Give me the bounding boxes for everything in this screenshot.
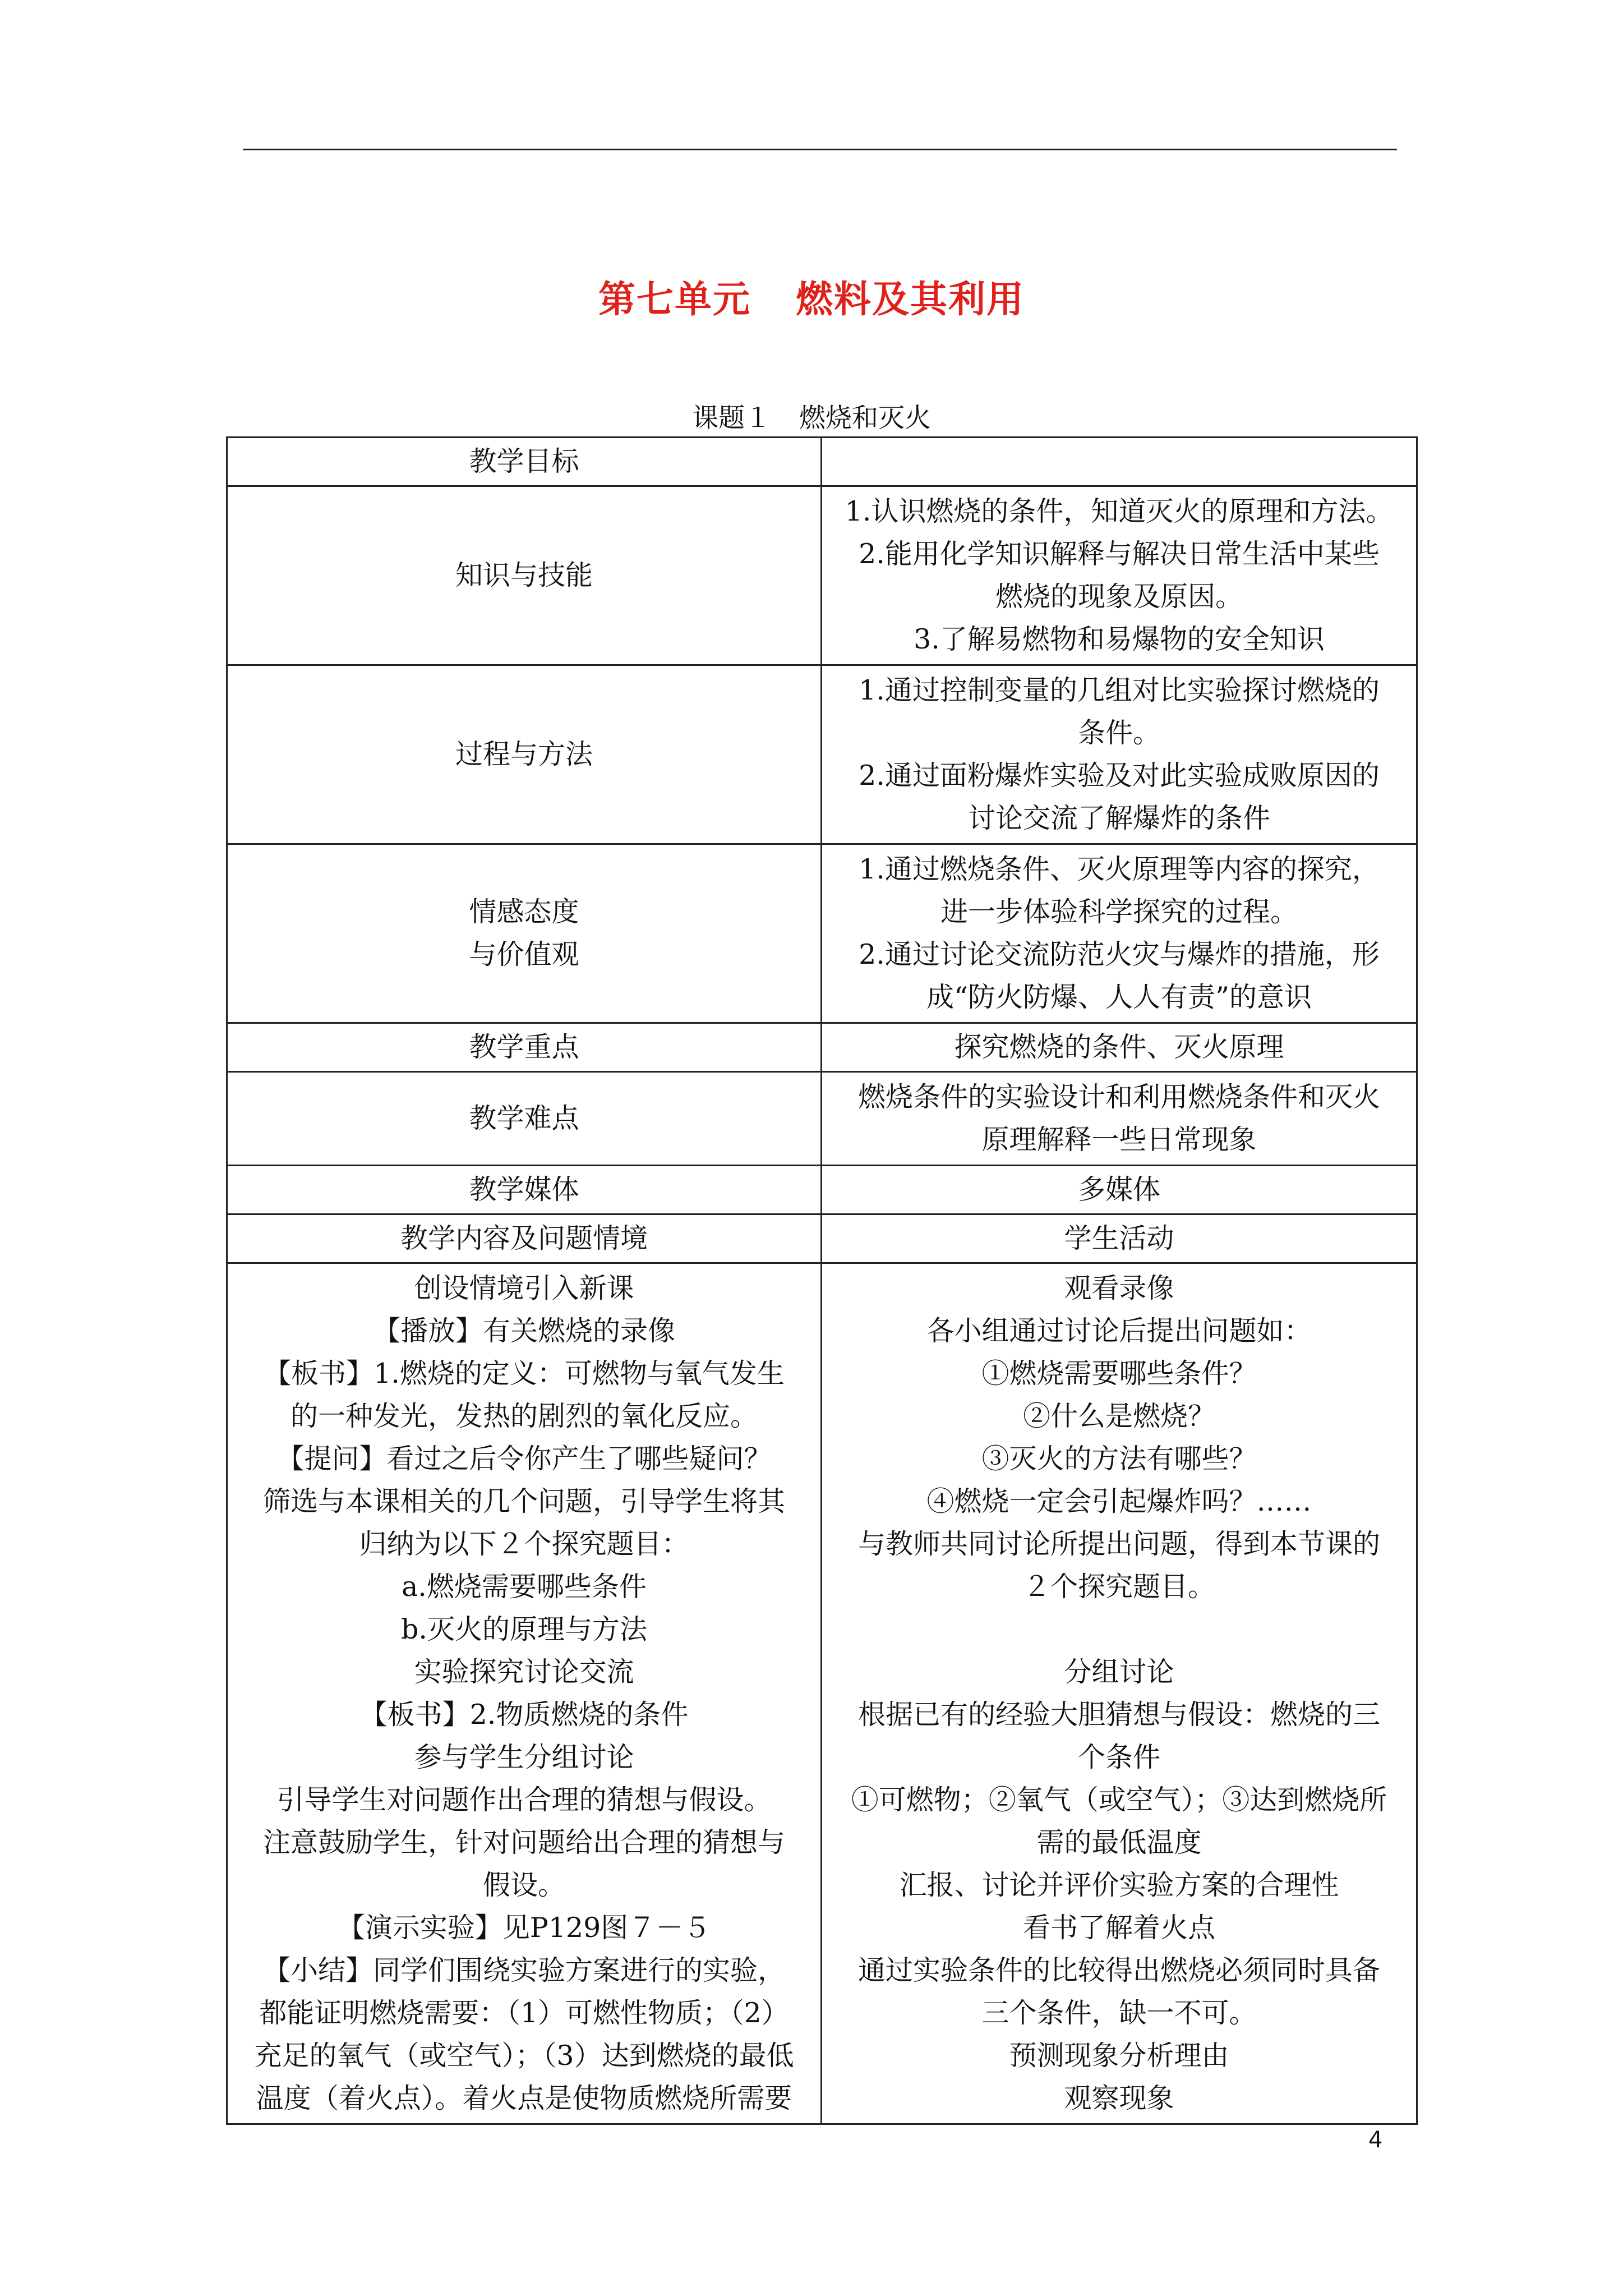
table-row bbox=[227, 1023, 1417, 1072]
text-line: 筛选与本课相关的几个问题，引导学生将其 bbox=[262, 1485, 785, 1517]
text-line: ２个探究题目。 bbox=[1022, 1571, 1215, 1603]
teacher-content bbox=[227, 1263, 822, 2124]
text-line: 2.通过讨论交流防范火灾与爆炸的措施，形 bbox=[859, 938, 1380, 970]
text-line: 的一种发光，发热的剧烈的氧化反应。 bbox=[290, 1400, 758, 1432]
text-line: 实验探究讨论交流 bbox=[414, 1656, 634, 1688]
process-content bbox=[822, 665, 1417, 844]
text-line: 3.了解易燃物和易爆物的安全知识 bbox=[914, 623, 1325, 655]
text-line: 充足的氧气（或空气）；（3）达到燃烧的最低 bbox=[254, 2040, 794, 2072]
text-line: 汇报、讨论并评价实验方案的合理性 bbox=[899, 1869, 1339, 1901]
text-line: 【小结】同学们围绕实验方案进行的实验， bbox=[262, 1954, 785, 1986]
table-row bbox=[227, 1166, 1417, 1214]
unit-title-text: 燃料及其利用 bbox=[796, 278, 1025, 321]
emotion-label bbox=[227, 844, 822, 1023]
student-activities bbox=[822, 1263, 1417, 2124]
text-line: 根据已有的经验大胆猜想与假设：燃烧的三 bbox=[857, 1699, 1380, 1731]
difficulty-label: 教学难点 bbox=[227, 1072, 822, 1166]
media-value: 多媒体 bbox=[822, 1166, 1417, 1214]
text-line: 与教师共同讨论所提出问题，得到本节课的 bbox=[857, 1528, 1380, 1560]
text-line: 参与学生分组讨论 bbox=[414, 1741, 634, 1773]
text-line: 都能证明燃烧需要：（1）可燃性物质；（2） bbox=[259, 1997, 789, 2029]
table-row bbox=[227, 486, 1417, 665]
text-line: 进一步体验科学探究的过程。 bbox=[940, 896, 1298, 928]
text-line: ④燃烧一定会引起爆炸吗？…… bbox=[926, 1485, 1312, 1517]
lesson-plan-table bbox=[226, 436, 1418, 2125]
header-rule bbox=[243, 149, 1397, 150]
text-line: 需的最低温度 bbox=[1036, 1826, 1202, 1858]
text-line: 【演示实验】见P129图７－５ bbox=[337, 1912, 711, 1944]
text-line: ①可燃物；②氧气（或空气）；③达到燃烧所 bbox=[851, 1784, 1387, 1816]
unit-title-number: 第七单元 bbox=[598, 278, 751, 321]
text-line: 【板书】2.物质燃烧的条件 bbox=[359, 1699, 689, 1731]
key-point-value: 探究燃烧的条件、灭火原理 bbox=[822, 1023, 1417, 1072]
text-line: 1.通过燃烧条件、灭火原理等内容的探究， bbox=[859, 853, 1380, 885]
media-label: 教学媒体 bbox=[227, 1166, 822, 1214]
text-line: 2.通过面粉爆炸实验及对此实验成败原因的 bbox=[859, 760, 1380, 792]
unit-title bbox=[0, 269, 1623, 323]
process-label: 过程与方法 bbox=[227, 665, 822, 844]
text-line: 观看录像 bbox=[1064, 1272, 1174, 1304]
text-line: 【板书】1.燃烧的定义：可燃物与氧气发生 bbox=[264, 1358, 785, 1389]
text-line: 成“防火防爆、人人有责”的意识 bbox=[926, 981, 1312, 1013]
lesson-subtitle bbox=[0, 397, 1623, 435]
text-line: 三个条件，缺一不可。 bbox=[981, 1997, 1257, 2029]
text-line: 燃烧条件的实验设计和利用燃烧条件和灭火 bbox=[857, 1081, 1380, 1113]
text-line: 假设。 bbox=[482, 1869, 565, 1901]
text-line: 各小组通过讨论后提出问题如： bbox=[926, 1315, 1312, 1347]
text-line: 创设情境引入新课 bbox=[414, 1272, 634, 1304]
text-line bbox=[832, 1608, 1406, 1651]
text-line: 与价值观 bbox=[469, 938, 579, 970]
page-number: 4 bbox=[1368, 2127, 1383, 2153]
text-line: 注意鼓励学生，针对问题给出合理的猜想与 bbox=[262, 1826, 785, 1858]
table-row bbox=[227, 438, 1417, 486]
text-line: 2.能用化学知识解释与解决日常生活中某些 bbox=[859, 538, 1380, 570]
text-line: 通过实验条件的比较得出燃烧必须同时具备 bbox=[857, 1954, 1380, 1986]
text-line: ③灭火的方法有哪些？ bbox=[981, 1443, 1257, 1475]
text-line: b.灭火的原理与方法 bbox=[401, 1613, 647, 1645]
text-line: ②什么是燃烧？ bbox=[1022, 1400, 1215, 1432]
key-point-label: 教学重点 bbox=[227, 1023, 822, 1072]
difficulty-content bbox=[822, 1072, 1417, 1166]
emotion-content bbox=[822, 844, 1417, 1023]
text-line: 个条件 bbox=[1077, 1741, 1160, 1773]
table-row bbox=[227, 1263, 1417, 2124]
text-line: 引导学生对问题作出合理的猜想与假设。 bbox=[276, 1784, 772, 1816]
text-line: 情感态度 bbox=[469, 896, 579, 928]
goals-header-right bbox=[822, 438, 1417, 486]
text-line: 温度（着火点）。着火点是使物质燃烧所需要 bbox=[256, 2082, 792, 2114]
text-line: 【提问】看过之后令你产生了哪些疑问？ bbox=[276, 1443, 772, 1475]
table-row bbox=[227, 844, 1417, 1023]
text-line: 条件。 bbox=[1077, 717, 1160, 749]
lesson-number: 课题１ bbox=[692, 403, 771, 434]
text-line: a.燃烧需要哪些条件 bbox=[402, 1571, 647, 1603]
text-line: ①燃烧需要哪些条件？ bbox=[981, 1358, 1257, 1389]
content-header-left: 教学内容及问题情境 bbox=[227, 1214, 822, 1263]
text-line: 【播放】有关燃烧的录像 bbox=[372, 1315, 675, 1347]
text-line: 预测现象分析理由 bbox=[1009, 2040, 1229, 2072]
lesson-name: 燃烧和灭火 bbox=[799, 403, 931, 434]
text-line: 讨论交流了解爆炸的条件 bbox=[967, 802, 1270, 834]
text-line: 看书了解着火点 bbox=[1022, 1912, 1215, 1944]
content-header-right: 学生活动 bbox=[822, 1214, 1417, 1263]
table-row bbox=[227, 1072, 1417, 1166]
text-line: 原理解释一些日常现象 bbox=[981, 1124, 1257, 1156]
text-line: 分组讨论 bbox=[1064, 1656, 1174, 1688]
text-line: 观察现象 bbox=[1064, 2082, 1174, 2114]
text-line: 1.通过控制变量的几组对比实验探讨燃烧的 bbox=[859, 674, 1380, 706]
knowledge-label: 知识与技能 bbox=[227, 486, 822, 665]
text-line: 燃烧的现象及原因。 bbox=[995, 581, 1243, 613]
text-line: 1.认识燃烧的条件，知道灭火的原理和方法。 bbox=[845, 495, 1394, 527]
table-row bbox=[227, 1214, 1417, 1263]
goals-header: 教学目标 bbox=[227, 438, 822, 486]
knowledge-content bbox=[822, 486, 1417, 665]
table-row bbox=[227, 665, 1417, 844]
text-line: 归纳为以下２个探究题目： bbox=[359, 1528, 689, 1560]
